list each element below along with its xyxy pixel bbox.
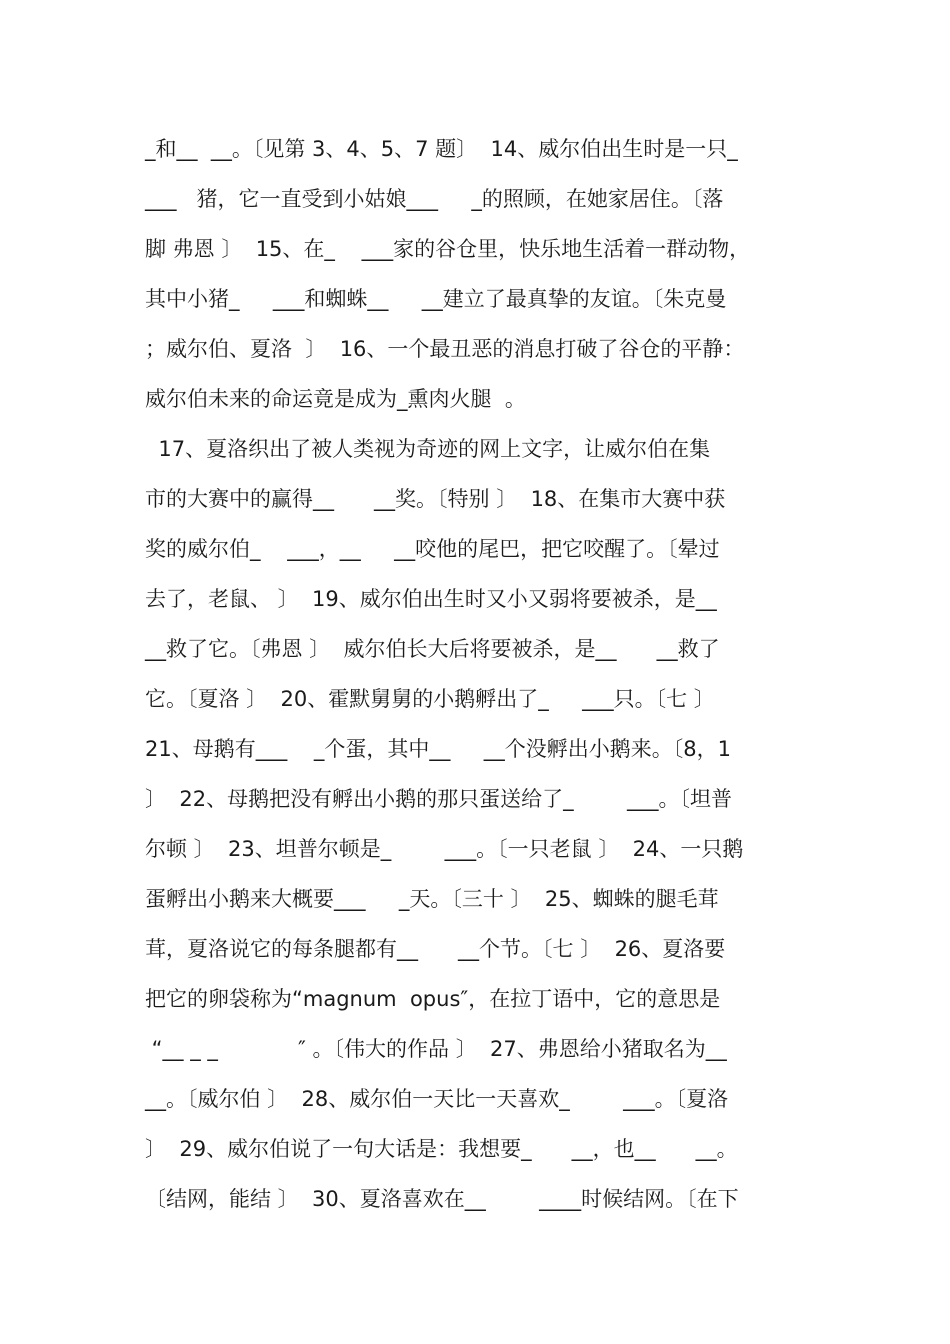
text-line: 市的大赛中的赢得__ __奖。〔特别 〕 18、在集市大赛中获	[145, 487, 726, 511]
text-line: __。〔威尔伯 〕 28、威尔伯一天比一天喜欢_ ___。〔夏洛	[145, 1087, 729, 1111]
text-line: 其中小猪_ ___和蜘蛛__ __建立了最真挚的友谊。〔朱克曼	[145, 287, 727, 311]
text-line: 威尔伯未来的命运竟是成为_熏肉火腿 。	[145, 387, 526, 411]
text-line: 〕 29、威尔伯说了一句大话是：我想要_ __，也__ __。	[145, 1137, 738, 1161]
text-line: ；威尔伯、夏洛 〕 16、一个最丑恶的消息打破了谷仓的平静：	[145, 337, 745, 361]
text-line: 21、母鹅有___ _个蛋，其中__ __个没孵出小鹅来。〔8，1	[145, 737, 732, 761]
text-line: 〕 22、母鹅把没有孵出小鹅的那只蛋送给了_ ___。〔坦普	[145, 787, 732, 811]
text-line: 尔顿 〕 23、坦普尔顿是_ ___。〔一只老鼠 〕 24、一只鹅	[145, 837, 744, 861]
text-line: 奖的威尔伯_ ___，__ __咬他的尾巴，把它咬醒了。〔晕过	[145, 537, 720, 561]
text-line: 把它的卵袋称为“magnum opus″，在拉丁语中，它的意思是	[145, 987, 721, 1011]
text-line: 它。〔夏洛 〕 20、霍默舅舅的小鹅孵出了_ ___只。〔七 〕	[145, 687, 715, 711]
text-line: 茸，夏洛说它的每条腿都有__ __个节。〔七 〕 26、夏洛要	[145, 937, 726, 961]
text-line: 蛋孵出小鹅来大概要___ _天。〔三十 〕 25、蜘蛛的腿毛茸	[145, 887, 719, 911]
text-line: 17、夏洛织出了被人类视为奇迹的网上文字，让威尔伯在集	[145, 437, 711, 461]
text-line: 去了，老鼠、 〕 19、威尔伯出生时又小又弱将要被杀，是__	[145, 587, 717, 611]
text-line: “__ _ _ ″ 。〔伟大的作品 〕 27、弗恩给小猪取名为__	[145, 1037, 727, 1061]
text-line: _和__ __。〔见第 3、4、5、7 题〕 14、威尔伯出生时是一只_	[145, 137, 738, 161]
text-line: ___ 猪，它一直受到小姑娘___ _的照顾，在她家居住。〔落	[145, 187, 724, 211]
text-line: 脚 弗恩 〕 15、在_ ___家的谷仓里，快乐地生活着一群动物，	[145, 237, 751, 261]
document-body	[145, 124, 825, 1224]
text-line: __救了它。〔弗恩 〕 威尔伯长大后将要被杀，是__ __救了	[145, 637, 720, 661]
text-line: 〔结网，能结 〕 30、夏洛喜欢在__ ____时候结网。〔在下	[145, 1187, 739, 1211]
